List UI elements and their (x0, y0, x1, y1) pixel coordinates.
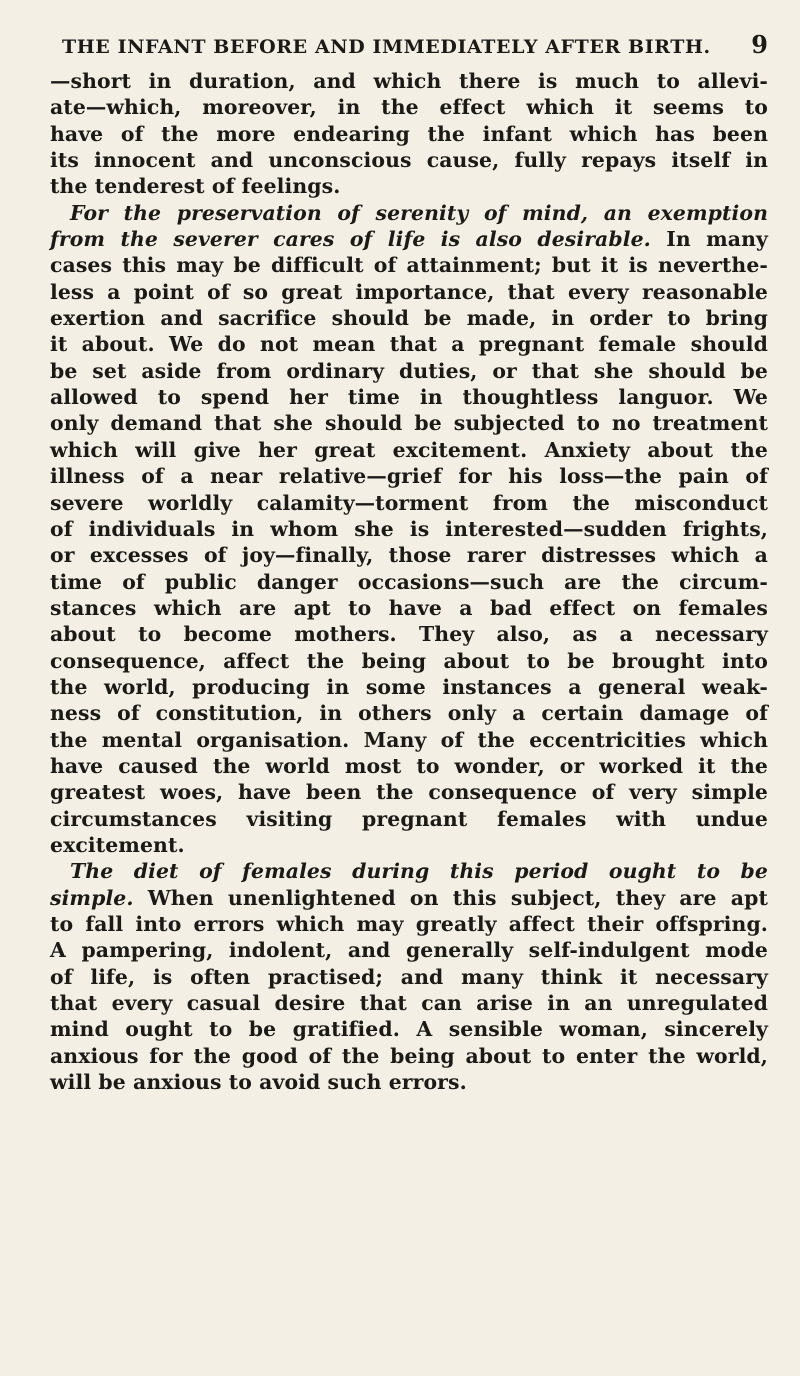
text-line (50, 1043, 768, 1069)
italic-heading-text: simple. (50, 885, 134, 910)
line-text: of individuals in whom she is interested—sudden frights, (50, 516, 768, 541)
text-line (50, 305, 768, 331)
text-line (50, 463, 768, 489)
line-text: excitement. (50, 832, 185, 857)
line-text: allowed to spend her time in thoughtless languor. We (50, 385, 768, 410)
line-text: to fall into errors which may greatly affect their offspring. (50, 912, 768, 936)
text-line (50, 384, 768, 410)
body-text (50, 68, 768, 1095)
line-text: illness of a near relative—grief for his loss—the pain of (50, 464, 768, 489)
text-line (50, 911, 768, 937)
line-text: In many (650, 227, 768, 252)
line-text: ness of constitution, in others only a certain damage of (50, 701, 768, 726)
line-text: time of public danger occasions—such are the circum- (50, 569, 768, 594)
text-line (50, 937, 768, 963)
text-line (50, 490, 768, 516)
text-line (50, 147, 768, 173)
italic-heading-text: from the severer cares of life is also desirable. (50, 227, 651, 252)
line-text: its innocent and unconscious cause, fully repays itself in (50, 148, 768, 173)
line-text: that every casual desire that can arise in an unregulated (50, 991, 768, 1016)
text-line (50, 121, 768, 147)
text-line (50, 68, 768, 94)
text-line (50, 727, 768, 753)
text-line (50, 226, 768, 252)
line-text: which will give her great excitement. Anxiety about the (50, 437, 768, 462)
line-text: —short in duration, and which there is much to allevi- (50, 69, 768, 93)
text-line (50, 1069, 768, 1095)
text-line (50, 358, 768, 384)
line-text: circumstances visiting pregnant females with undue (50, 806, 768, 831)
line-text: will be anxious to avoid such errors. (50, 1070, 467, 1095)
text-line (50, 648, 768, 674)
line-text: When unenlightened on this subject, they are apt (133, 885, 768, 910)
running-head (62, 30, 768, 59)
text-line (50, 331, 768, 357)
line-text: less a point of so great importance, that every reasonable (50, 279, 768, 304)
line-text: stances which are apt to have a bad effect on females (50, 595, 768, 620)
text-line (50, 964, 768, 990)
line-text: the mental organisation. Many of the eccentricities which (50, 727, 768, 752)
line-text: exertion and sacrifice should be made, in order to bring (50, 306, 768, 331)
text-line (50, 700, 768, 726)
line-text: severe worldly calamity—torment from the misconduct (50, 490, 768, 515)
line-text: have of the more endearing the infant which has been (50, 121, 768, 146)
text-line (50, 621, 768, 647)
text-line (50, 806, 768, 832)
text-line (50, 674, 768, 700)
text-line (50, 410, 768, 436)
text-line (50, 516, 768, 542)
line-text: A pampering, indolent, and generally self-indulgent mode (50, 938, 768, 963)
text-line (50, 542, 768, 568)
line-text: cases this may be difficult of attainment; but it is neverthe- (50, 253, 768, 278)
text-line (50, 173, 768, 199)
text-line (50, 832, 768, 858)
text-line (50, 252, 768, 278)
line-text: of life, is often practised; and many think it necessary (50, 964, 768, 989)
text-line (50, 437, 768, 463)
text-line (50, 753, 768, 779)
line-text: the world, producing in some instances a general weak- (50, 674, 768, 699)
text-line (50, 858, 768, 884)
line-text: the tenderest of feelings. (50, 174, 341, 199)
line-text: or excesses of joy—finally, those rarer distresses which a (50, 543, 768, 568)
text-line (50, 885, 768, 911)
text-line (50, 595, 768, 621)
text-line (50, 279, 768, 305)
text-line (50, 94, 768, 120)
page-number: 9 (751, 30, 768, 59)
line-text: it about. We do not mean that a pregnant female should (50, 332, 768, 357)
text-line (50, 569, 768, 595)
italic-heading-text: The diet of females during this period ought to be (70, 859, 768, 884)
line-text: only demand that she should be subjected to no treatment (50, 411, 768, 436)
line-text: ate—which, moreover, in the effect which it seems to (50, 95, 768, 120)
line-text: mind ought to be gratified. A sensible woman, sincerely (50, 1017, 768, 1042)
text-line (50, 200, 768, 226)
text-line (50, 1016, 768, 1042)
line-text: anxious for the good of the being about to enter the world, (50, 1043, 768, 1068)
running-title: THE INFANT BEFORE AND IMMEDIATELY AFTER BIRTH. (62, 36, 711, 58)
text-line (50, 990, 768, 1016)
line-text: greatest woes, have been the consequence of very simple (50, 780, 768, 805)
text-line (50, 779, 768, 805)
line-text: have caused the world most to wonder, or worked it the (50, 753, 768, 778)
line-text: be set aside from ordinary duties, or that she should be (50, 358, 768, 383)
line-text: consequence, affect the being about to be brought into (50, 648, 768, 673)
line-text: about to become mothers. They also, as a necessary (50, 622, 768, 647)
italic-heading-text: For the preservation of serenity of mind, an exemption (70, 200, 768, 225)
